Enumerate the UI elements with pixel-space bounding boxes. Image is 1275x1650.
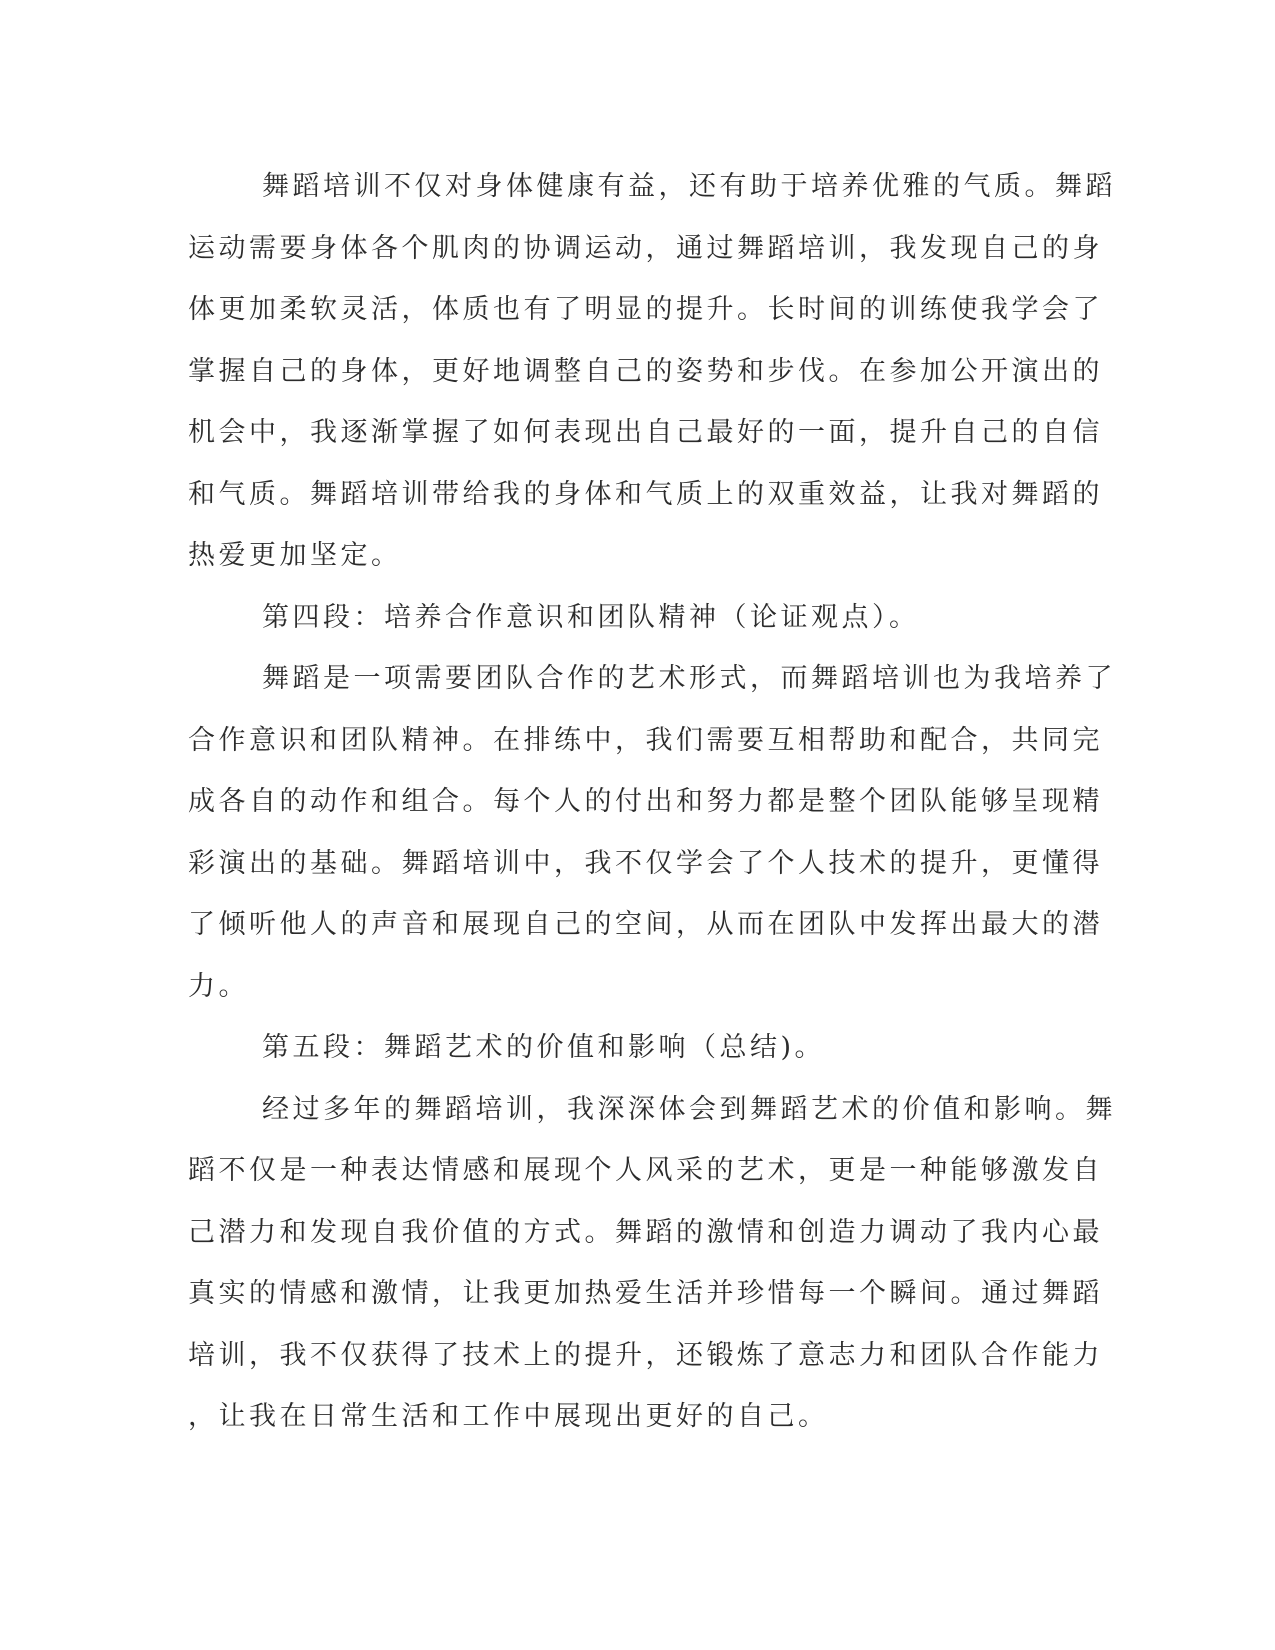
text-line bbox=[188, 218, 1103, 280]
text-line-content: 舞蹈培训不仅对身体健康有益，还有助于培养优雅的气质。舞蹈 bbox=[262, 171, 1116, 202]
text-line bbox=[188, 833, 1103, 895]
text-line-content: 舞蹈是一项需要团队合作的艺术形式，而舞蹈培训也为我培养了 bbox=[262, 663, 1116, 694]
text-line-content: 掌握自己的身体，更好地调整自己的姿势和步伐。在参加公开演出的 bbox=[188, 355, 1103, 387]
text-line-content: 培训，我不仅获得了技术上的提升，还锻炼了意志力和团队合作能力 bbox=[188, 1339, 1103, 1371]
text-line bbox=[188, 1079, 1116, 1141]
section-heading-line bbox=[188, 1017, 1068, 1079]
text-line-content: 热爱更加坚定。 bbox=[188, 540, 402, 571]
text-line-content: 经过多年的舞蹈培训，我深深体会到舞蹈艺术的价值和影响。舞 bbox=[262, 1093, 1116, 1125]
text-line bbox=[188, 1202, 1103, 1264]
text-line-content: 力。 bbox=[188, 970, 249, 1002]
text-line bbox=[188, 1386, 1068, 1448]
text-line bbox=[188, 525, 1068, 587]
text-line bbox=[188, 156, 1116, 218]
section-heading: 第四段：培养合作意识和团队精神（论证观点）。 bbox=[262, 601, 920, 633]
text-line-content: 体更加柔软灵活，体质也有了明显的提升。长时间的训练使我学会了 bbox=[188, 294, 1103, 325]
text-line-content: 运动需要身体各个肌肉的协调运动，通过舞蹈培训，我发现自己的身 bbox=[188, 232, 1103, 264]
text-line bbox=[188, 956, 1068, 1018]
text-line bbox=[188, 648, 1116, 710]
text-line bbox=[188, 1325, 1103, 1387]
text-line bbox=[188, 771, 1103, 833]
text-line bbox=[188, 894, 1103, 956]
section-heading: 第五段：舞蹈艺术的价值和影响（总结)。 bbox=[262, 1032, 826, 1063]
section-heading-line bbox=[188, 587, 1068, 649]
text-line-content: 机会中，我逐渐掌握了如何表现出自己最好的一面，提升自己的自信 bbox=[188, 417, 1103, 448]
text-line-content: 蹈不仅是一种表达情感和展现个人风采的艺术，更是一种能够激发自 bbox=[188, 1155, 1103, 1186]
text-line-content: ，让我在日常生活和工作中展现出更好的自己。 bbox=[188, 1401, 829, 1432]
text-line bbox=[188, 402, 1103, 464]
text-line bbox=[188, 1263, 1103, 1325]
text-line-content: 和气质。舞蹈培训带给我的身体和气质上的双重效益，让我对舞蹈的 bbox=[188, 478, 1103, 510]
text-line-content: 真实的情感和激情，让我更加热爱生活并珍惜每一个瞬间。通过舞蹈 bbox=[188, 1278, 1103, 1309]
text-line bbox=[188, 279, 1103, 341]
text-line-content: 了倾听他人的声音和展现自己的空间，从而在团队中发挥出最大的潜 bbox=[188, 909, 1103, 940]
text-line bbox=[188, 710, 1103, 772]
text-line-content: 合作意识和团队精神。在排练中，我们需要互相帮助和配合，共同完 bbox=[188, 724, 1103, 756]
text-line bbox=[188, 341, 1103, 403]
text-line-content: 己潜力和发现自我价值的方式。舞蹈的激情和创造力调动了我内心最 bbox=[188, 1216, 1103, 1248]
text-line-content: 彩演出的基础。舞蹈培训中，我不仅学会了个人技术的提升，更懂得 bbox=[188, 847, 1103, 879]
document-body bbox=[188, 156, 1116, 1448]
text-line-content: 成各自的动作和组合。每个人的付出和努力都是整个团队能够呈现精 bbox=[188, 786, 1103, 817]
text-line bbox=[188, 464, 1103, 526]
text-line bbox=[188, 1140, 1103, 1202]
